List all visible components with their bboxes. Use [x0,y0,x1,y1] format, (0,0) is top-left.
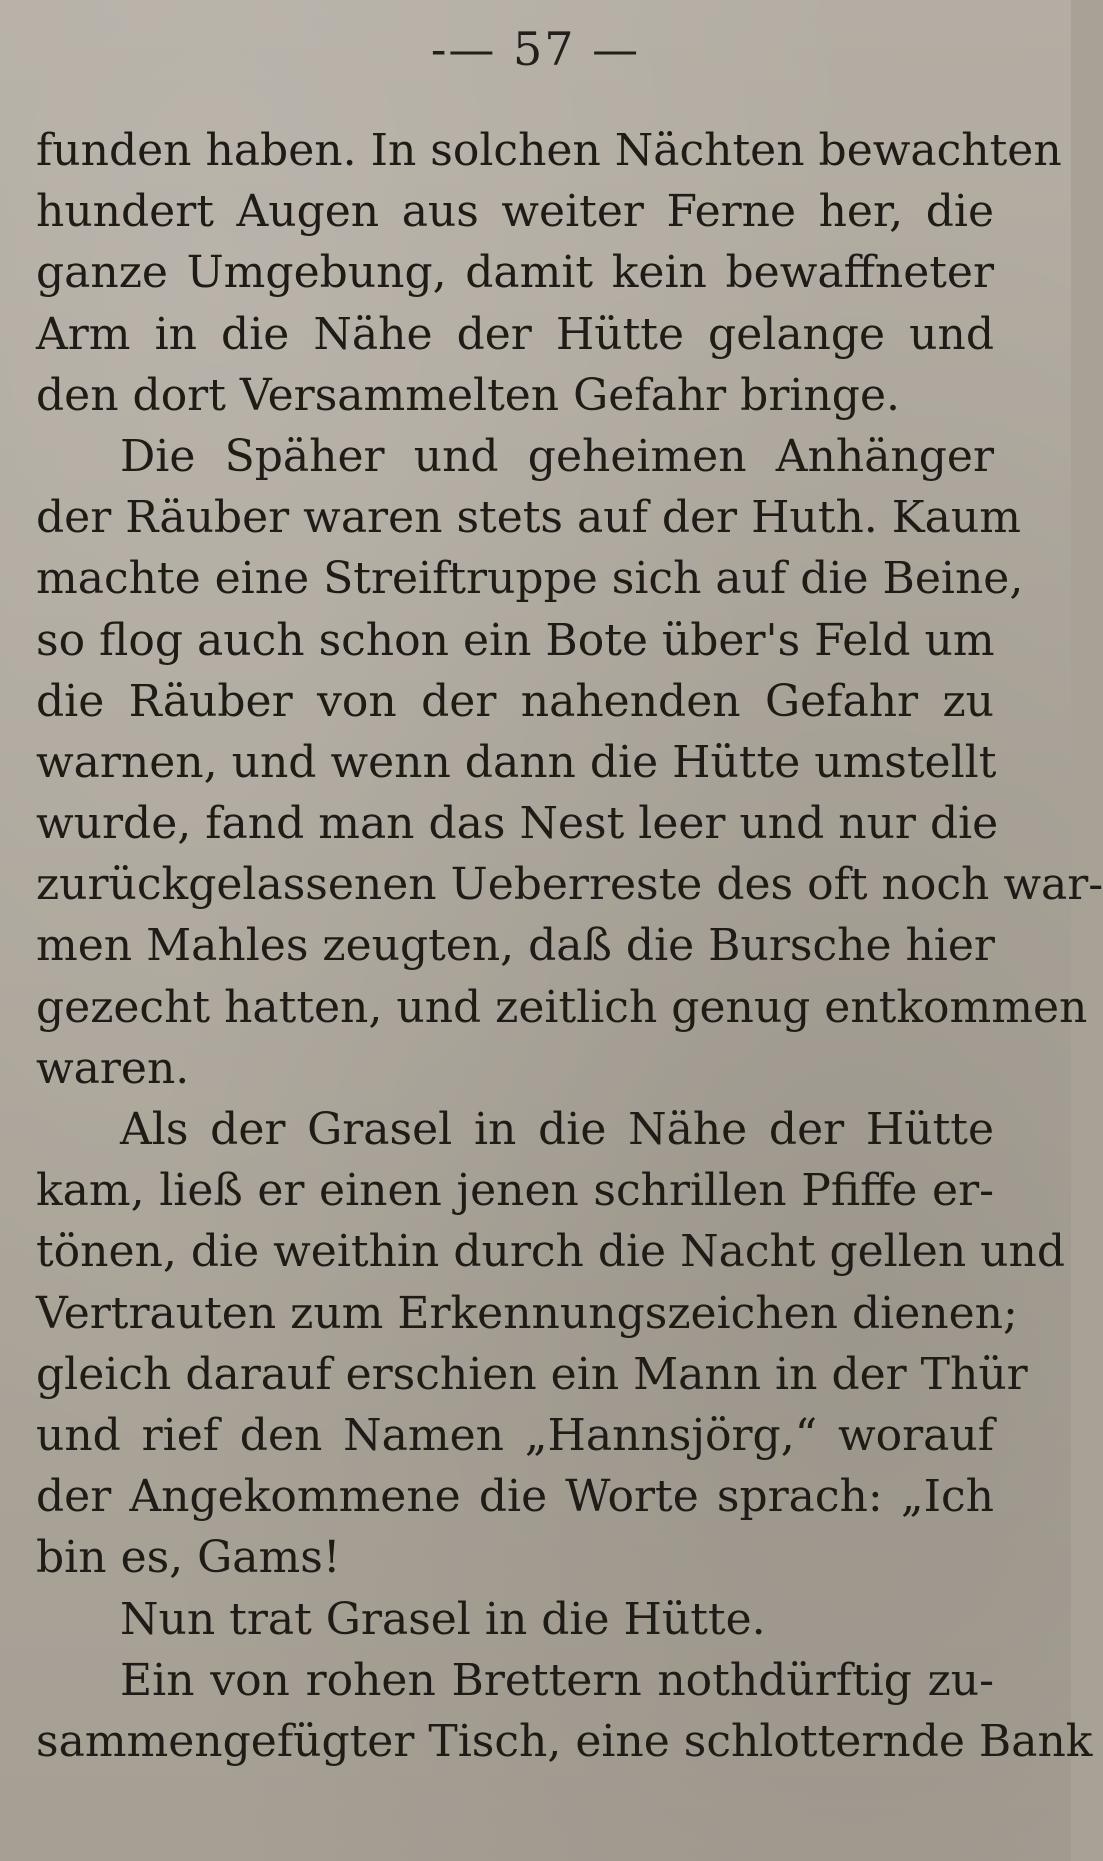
text-line: men Mahles zeugten, daß die Bursche hier [36,920,995,972]
paragraph-start-line: Die Späher und geheimen Anhänger [120,430,994,482]
paragraph-start-line: Nun trat Grasel in die Hütte. [120,1593,766,1645]
page-number: -— 57 — [430,22,641,76]
text-line: kam, ließ er einen jenen schrillen Pfiffe er- [36,1165,994,1217]
text-line: warnen, und wenn dann die Hütte umstellt [36,736,997,788]
text-line: funden haben. In solchen Nächten bewachten [36,125,1062,176]
text-line: bin es, Gams! [36,1532,341,1584]
text-line: tönen, die weithin durch die Nacht gellen und [36,1226,1066,1278]
text-line: gezecht hatten, und zeitlich genug entkommen [36,981,1088,1033]
text-line: gleich darauf erschien ein Mann in der Thür [36,1348,1028,1400]
paragraph-start-line: Ein von rohen Brettern nothdürftig zu- [120,1654,994,1706]
text-line: ganze Umgebung, damit kein bewaffneter [36,247,994,299]
text-line: der Räuber waren stets auf der Huth. Kaum [36,492,1021,544]
text-line: Vertrauten zum Erkennungszeichen dienen; [36,1287,1018,1339]
text-line: machte eine Streiftruppe sich auf die Beine, [36,553,1024,605]
text-line: waren. [36,1042,190,1094]
text-line: zurückgelassenen Ueberreste des oft noch war- [36,859,1103,911]
paragraph-start-line: Als der Grasel in die Nähe der Hütte [120,1104,994,1155]
text-line: sammengefügter Tisch, eine schlotternde Bank [36,1715,1093,1767]
text-line: Arm in die Nähe der Hütte gelange und [36,308,994,360]
text-line: wurde, fand man das Nest leer und nur die [36,798,999,850]
text-line: der Angekommene die Worte sprach: „Ich [36,1471,994,1523]
text-line: den dort Versammelten Gefahr bringe. [36,369,900,421]
text-line: die Räuber von der nahenden Gefahr zu [36,675,994,727]
text-line: und rief den Namen „Hannsjörg,“ worauf [36,1409,994,1461]
text-line: hundert Augen aus weiter Ferne her, die [36,186,994,238]
text-line: so flog auch schon ein Bote über's Feld um [36,614,995,666]
body-text [36,120,1103,1772]
